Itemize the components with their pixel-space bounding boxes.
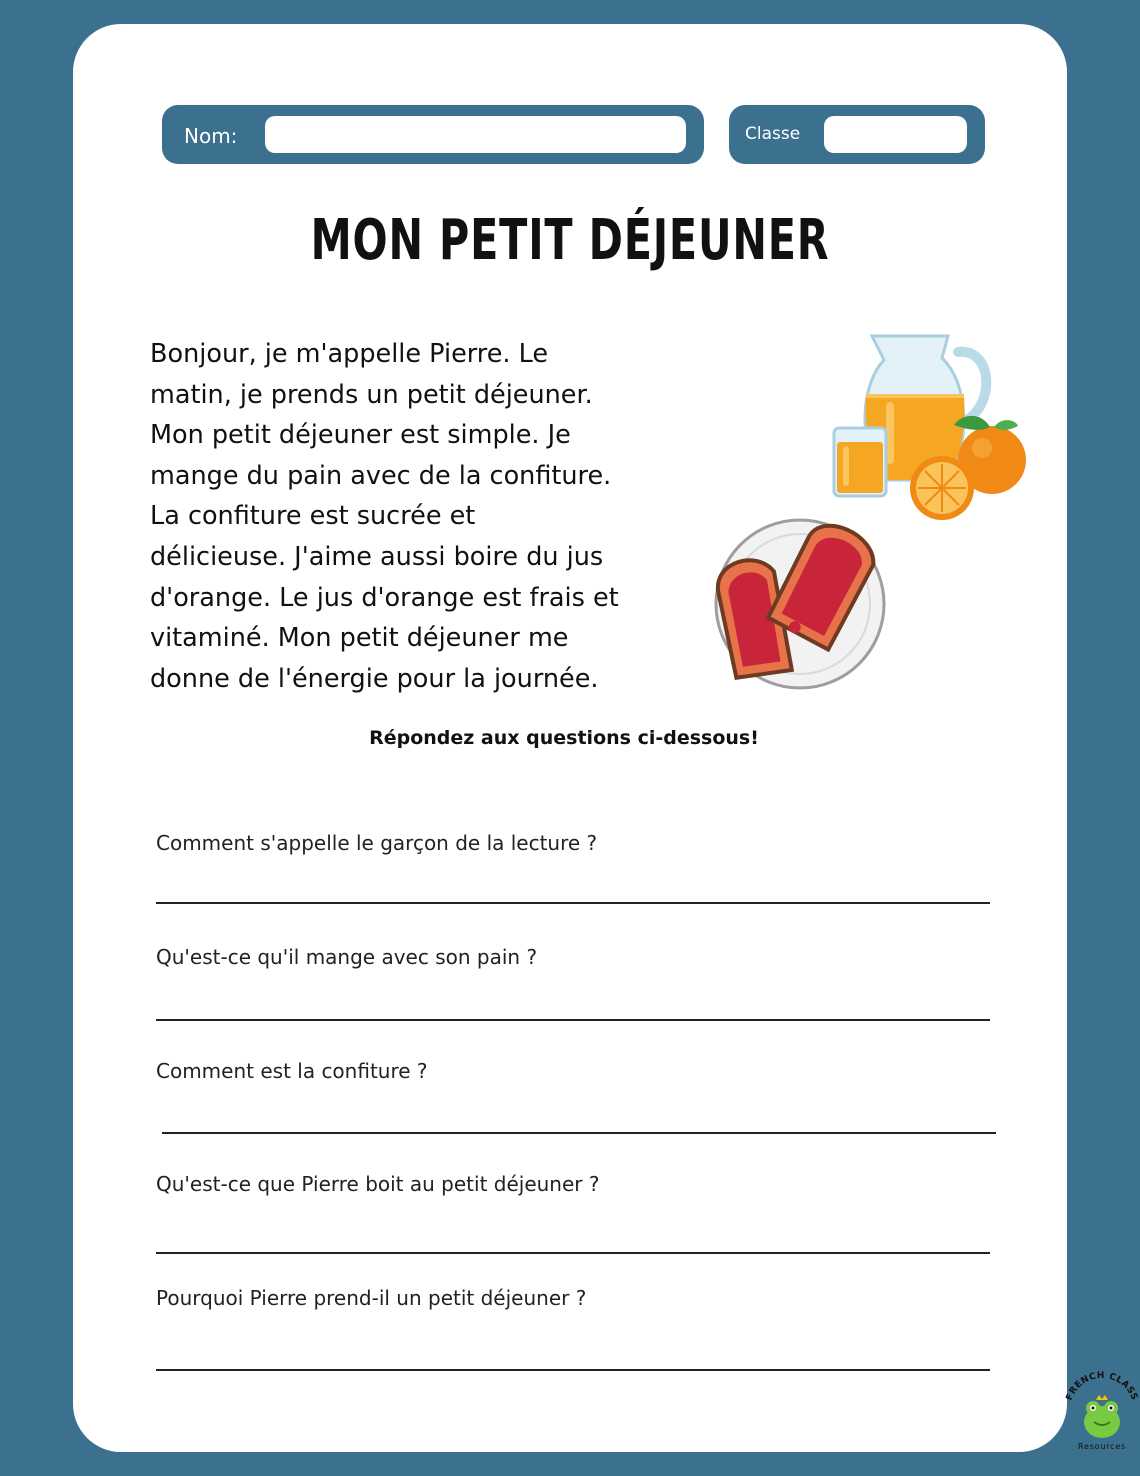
toast-jam-illustration	[714, 516, 899, 691]
name-box	[162, 105, 704, 164]
class-label: Classe	[745, 124, 801, 144]
name-label: Nom:	[184, 124, 238, 148]
passage-line: vitaminé. Mon petit déjeuner me	[150, 623, 569, 654]
instruction-text: Répondez aux questions ci-dessous!	[369, 727, 759, 749]
passage-line: donne de l'énergie pour la journée.	[150, 663, 599, 694]
passage-line: Bonjour, je m'appelle Pierre. Le	[150, 339, 549, 369]
logo-text-top: FRENCH CLASS	[1064, 1370, 1140, 1403]
class-box	[729, 105, 985, 164]
passage-line: mange du pain avec de la confiture.	[150, 460, 612, 491]
svg-text:FRENCH CLASS	[1065, 1371, 1140, 1402]
answer-line-1[interactable]	[156, 902, 990, 904]
passage-line: matin, je prends un petit déjeuner.	[150, 379, 593, 410]
question-4: Qu'est-ce que Pierre boit au petit déjeuner ?	[156, 1172, 600, 1196]
question-3: Comment est la confiture ?	[156, 1059, 428, 1083]
answer-line-5[interactable]	[156, 1369, 990, 1371]
name-field[interactable]	[265, 116, 686, 153]
page-title: MON PETIT DÉJEUNER	[310, 208, 830, 273]
passage-line: Mon petit déjeuner est simple. Je	[150, 420, 571, 451]
answer-line-2[interactable]	[156, 1019, 990, 1021]
class-field[interactable]	[824, 116, 967, 153]
passage-line: délicieuse. J'aime aussi boire du jus	[150, 541, 604, 572]
french-class-logo	[1064, 1370, 1140, 1452]
question-1: Comment s'appelle le garçon de la lecture ?	[156, 831, 598, 855]
logo-text-bottom: Resources	[1077, 1442, 1127, 1451]
reading-passage	[150, 334, 690, 699]
answer-line-3[interactable]	[162, 1132, 996, 1134]
passage-line: d'orange. Le jus d'orange est frais et	[150, 582, 619, 613]
question-5: Pourquoi Pierre prend-il un petit déjeuner ?	[156, 1286, 587, 1310]
question-2: Qu'est-ce qu'il mange avec son pain ?	[156, 945, 538, 969]
passage-line: La confiture est sucrée et	[150, 501, 476, 532]
frog-icon	[1084, 1395, 1120, 1438]
answer-line-4[interactable]	[156, 1252, 990, 1254]
orange-juice-illustration	[830, 330, 1030, 520]
